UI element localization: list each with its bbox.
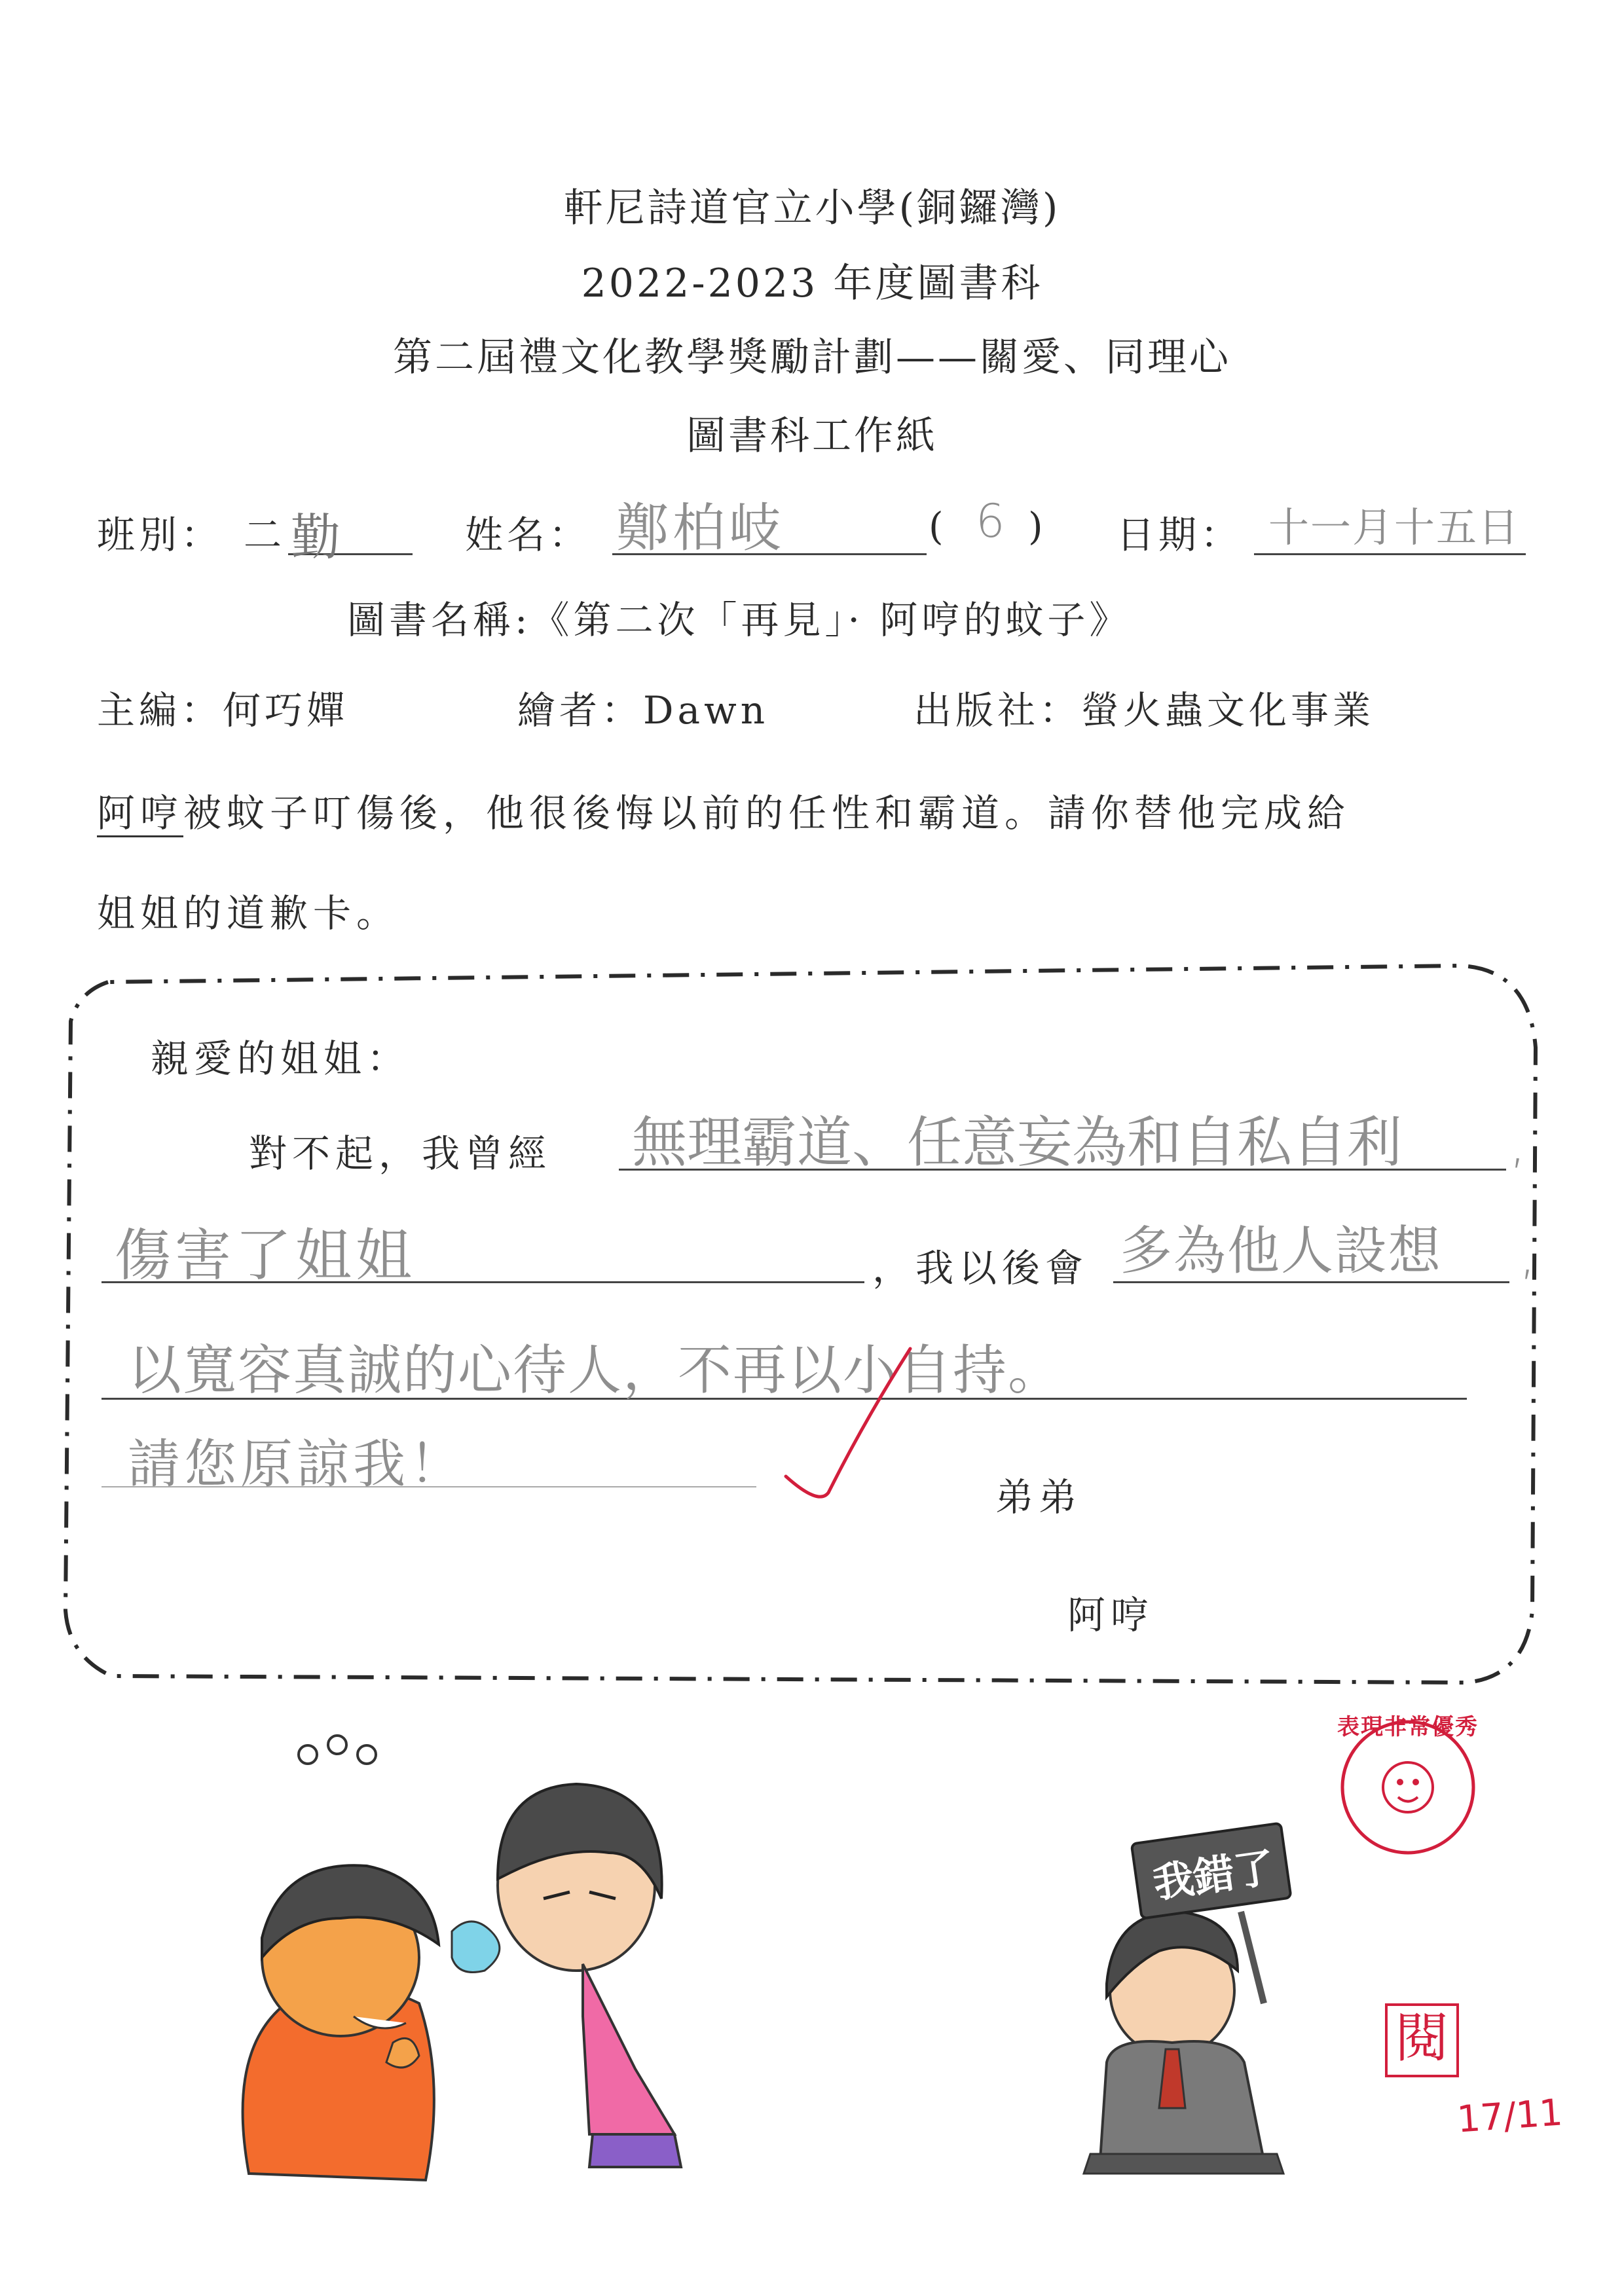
worksheet-title: 圖書科工作紙 [686, 413, 938, 459]
school-name: 軒尼詩道官立小學(銅鑼灣) [563, 185, 1061, 231]
teacher-date-mark: 17/11 [1455, 2091, 1564, 2141]
publisher-label: 出版社：螢火蟲文化事業 [913, 688, 1375, 733]
answer-1-comma: , [1509, 1113, 1530, 1174]
program-title: 第二屆禮文化教學獎勵計劃——關愛、同理心 [393, 335, 1231, 380]
card-greeting: 親愛的姐姐： [151, 1036, 411, 1081]
illustrator-label: 繪者：Dawn [517, 688, 769, 733]
answer-5: 請您原諒我！ [128, 1434, 466, 1495]
instruction-line-2: 姐姐的道歉卡。 [97, 891, 400, 936]
sign-name: 阿哼 [1067, 1593, 1154, 1637]
instruction-character: 阿哼 [97, 791, 183, 837]
class-grade: 二 [244, 513, 286, 557]
number-value: 6 [976, 494, 1009, 548]
year-subject: 2022-2023 年度圖書科 [581, 261, 1043, 306]
sign-role: 弟弟 [995, 1475, 1082, 1520]
sorry-sign-text: 我錯了 [1150, 1843, 1278, 1908]
answer-4: 以寬容真誠的心待人，不再以小自持。 [128, 1339, 1063, 1402]
class-label: 班別： [97, 513, 223, 557]
book-title-line: 圖書名稱:《第二次「再見」· 阿哼的蚊子》 [347, 598, 1132, 642]
name-label: 姓名： [465, 513, 591, 557]
read-stamp: 閱 [1385, 2003, 1459, 2077]
class-handwriting: 勤 [291, 508, 344, 566]
number-close: ) [1028, 504, 1047, 549]
editor-label: 主編：何巧嬋 [97, 688, 349, 733]
instruction-text: 被蚊子叮傷後，他很後悔以前的任性和霸道。請你替他完成給 [183, 791, 1351, 835]
future-prefix: ，我以後會 [872, 1246, 1089, 1290]
date-handwriting: 十一月十五日 [1268, 503, 1521, 551]
answer-1: 無理霸道、任意妄為和自私自利 [632, 1110, 1403, 1175]
answer-2: 傷害了姐姐 [115, 1223, 416, 1288]
sorry-prefix: 對不起，我曾經 [249, 1131, 552, 1176]
praise-stamp-text: 表現非常優秀 [1337, 1714, 1479, 1740]
answer-3: 多為他人設想 [1120, 1220, 1442, 1281]
answer-3-comma: , [1519, 1224, 1540, 1285]
date-label: 日期： [1116, 513, 1243, 557]
name-handwriting: 鄭柏岐 [616, 498, 785, 558]
number-open: ( [929, 504, 948, 549]
